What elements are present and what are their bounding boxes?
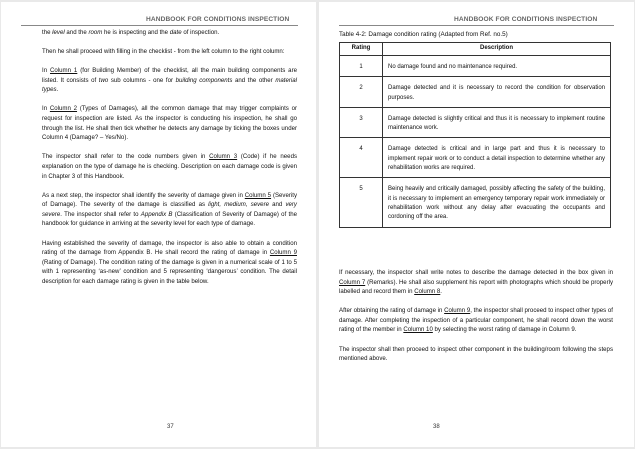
- column-reference: Column 2: [49, 105, 78, 113]
- paragraph: [42, 152, 297, 181]
- text-run: .: [56, 86, 59, 94]
- text-run: In: [42, 105, 50, 113]
- text-run: The inspector shall then proceed to inspect other component in the building/room following the steps mentioned above.: [339, 345, 613, 363]
- emphasis-text: light, medium, severe: [208, 201, 269, 209]
- paragraph: [339, 306, 613, 335]
- text-run: Having established the severity of damage, the inspector is also able to obtain a condition rating of the damage from Appendix B. He shall record the rating of damage in: [42, 239, 297, 257]
- text-run: , the inspector shall proceed to inspect other types of damage. After completing the inspection of a particular component, he shall record down the worst rating of the member in: [339, 307, 613, 334]
- page-number: 37: [167, 424, 174, 430]
- paragraph: [42, 239, 297, 287]
- description-cell: Being heavily and critically damaged, possibly affecting the safety of the building, it is necessary to implement an emergency temporary repair work immediately or rehabilitation work without any delay after evacuating the occupants and cordoning off the area.: [383, 178, 611, 227]
- emphasis-text: room: [88, 29, 103, 36]
- rating-cell: 5: [340, 178, 383, 227]
- emphasis-text: building components: [175, 76, 233, 84]
- left-page: [1, 2, 316, 447]
- paragraph: [42, 104, 297, 142]
- text-run: the: [42, 29, 53, 36]
- text-run: After obtaining the rating of damage in: [339, 307, 445, 315]
- text-run: If necessary, the inspector shall write notes to describe the damage detected in the box given in: [339, 269, 613, 276]
- running-header: HANDBOOK FOR CONDITIONS INSPECTION: [454, 16, 598, 23]
- table-row: [340, 138, 611, 178]
- emphasis-text: very severe: [42, 201, 297, 218]
- header-rule: [21, 25, 298, 26]
- emphasis-text: date: [169, 29, 182, 36]
- paragraph: [42, 191, 297, 229]
- column-reference: Column 5: [244, 191, 272, 199]
- column-reference: Column 10: [403, 326, 433, 334]
- text-run: (for Building Member) of the checklist, all the main building components are listed. It consists of: [42, 67, 297, 84]
- paragraph: [42, 66, 297, 95]
- emphasis-text: material types: [42, 76, 297, 94]
- description-cell: Damage detected is critical and in large part and thus it is necessary to implement repair work or to conduct a detail inspection to determine whether any rehabilitation works are required.: [383, 138, 611, 178]
- table-header-row: [340, 43, 611, 56]
- table-row: [340, 77, 611, 108]
- rating-cell: 3: [340, 107, 383, 138]
- text-run: As a next step, the inspector shall identify the severity of damage given in: [42, 191, 245, 199]
- text-run: (Code) if he needs explanation on the type of damage he is checking. Description on each damage code is given in Chapter 3 of this Handbook.: [42, 153, 297, 180]
- table-caption: Table 4-2: Damage condition rating (Adapted from Ref. no.5): [339, 31, 508, 38]
- rating-cell: 2: [340, 77, 383, 108]
- emphasis-text: level: [52, 29, 65, 36]
- column-reference: Column 1: [50, 67, 78, 75]
- paragraph: [42, 47, 297, 57]
- column-reference: Column 7: [339, 278, 366, 286]
- text-run: (Remarks). He shall also supplement his report with photographs which should be properly labelled and record them in: [339, 278, 613, 296]
- text-run: and the other: [232, 76, 276, 84]
- text-run: Then he shall proceed with filling in the checklist - from the left column to the right column:: [42, 48, 285, 56]
- text-run: of inspection.: [181, 29, 220, 36]
- description-cell: Damage detected is slightly critical and thus it is necessary to implement routine maintenance work.: [383, 107, 611, 138]
- emphasis-text: Appendix B: [140, 210, 173, 218]
- page-number: 38: [433, 424, 440, 430]
- column-reference: Column 8: [414, 288, 441, 296]
- text-run: . The inspector shall refer to: [60, 210, 141, 218]
- rating-cell: 4: [340, 138, 383, 178]
- column-reference: Column 9: [269, 249, 297, 257]
- right-body-text: [339, 268, 613, 373]
- right-page: [319, 2, 634, 447]
- emphasis-text: two: [98, 76, 109, 84]
- text-run: (Classification of Severity of Damage) of the handbook for guidance in arriving at the severity level for each type of damage.: [42, 210, 297, 228]
- paragraph: [339, 345, 613, 364]
- left-body-text: [42, 28, 297, 296]
- text-run: (Types of Damages), all the common damage that may trigger complaints or request for inspection are listed. As the inspector is conducting his inspection, he shall go through the list. He shall then tick whether he detects any damage by ticking the boxes under Column 4 (Damage? – Yes/No).: [42, 105, 298, 142]
- text-run: (Severity of Damage). The severity of the damage is classified as: [42, 191, 297, 209]
- text-run: .: [440, 288, 442, 296]
- column-reference: Column 9: [444, 307, 471, 315]
- column-header-rating: Rating: [340, 43, 383, 56]
- rating-cell: 1: [340, 56, 383, 77]
- paragraph: [339, 268, 613, 297]
- text-run: sub columns - one for: [108, 76, 176, 84]
- text-run: and: [269, 201, 286, 209]
- description-cell: Damage detected and it is necessary to record the condition for observation purposes.: [383, 77, 611, 108]
- table-row: [340, 107, 611, 138]
- running-header: HANDBOOK FOR CONDITIONS INSPECTION: [146, 16, 290, 23]
- text-run: by selecting the worst rating of damage in Column 9.: [432, 326, 577, 334]
- table-row: [340, 178, 611, 227]
- text-run: The inspector shall refer to the code numbers given in: [42, 153, 210, 161]
- column-reference: Column 3: [209, 153, 238, 161]
- paragraph: [42, 28, 297, 38]
- header-rule: [339, 25, 614, 26]
- text-run: and the: [64, 29, 89, 36]
- damage-rating-table: [339, 42, 611, 228]
- description-cell: No damage found and no maintenance required.: [383, 56, 611, 77]
- table-row: [340, 56, 611, 77]
- text-run: In: [42, 67, 51, 75]
- text-run: (Rating of Damage). The condition rating of the damage is given in a numerical scale of 1 to 5 with 1 representing ‘as-new’ condition and 5 representing ‘dangerous’ condition. The detail description for each damage rating is given in the table below.: [42, 258, 297, 285]
- column-header-description: Description: [383, 43, 611, 56]
- text-run: he is inspecting and the: [102, 29, 170, 36]
